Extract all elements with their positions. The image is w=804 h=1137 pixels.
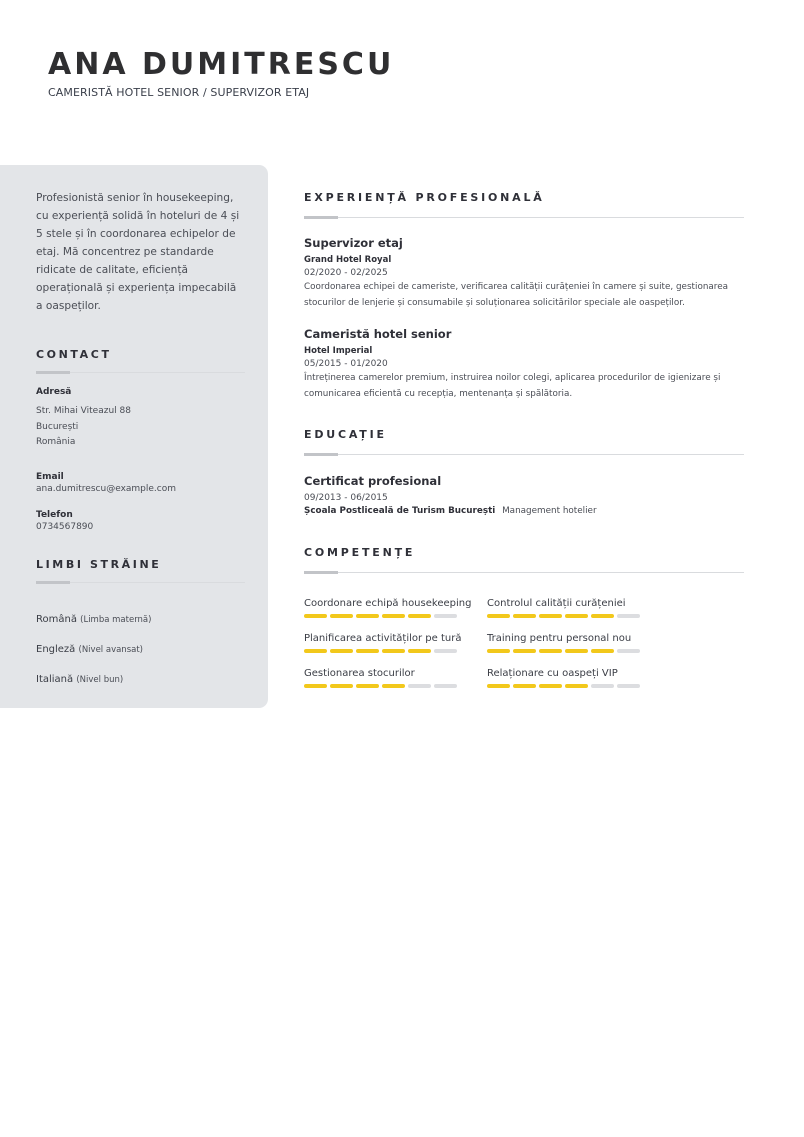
email-value[interactable]: ana.dumitrescu@example.com — [36, 483, 177, 494]
rating-segment-filled — [539, 684, 562, 688]
skill-name: Planificarea activităților pe tură — [304, 633, 462, 644]
rating-segment-filled — [330, 614, 353, 618]
rating-segment-filled — [591, 614, 614, 618]
job-description: Întreținerea camerelor premium, instruirea noilor colegi, aplicarea procedurilor de igienizare și comunicarea eficientă cu recepția, mentenanța și spălătoria. — [304, 373, 721, 399]
language-name: Română — [36, 613, 77, 625]
main-content — [304, 191, 744, 688]
job-entry — [304, 327, 744, 402]
rating-segment-filled — [304, 684, 327, 688]
rating-segment-empty — [617, 684, 640, 688]
rating-segment-empty — [617, 614, 640, 618]
section-divider — [304, 453, 744, 456]
section-divider — [304, 216, 744, 219]
rating-segment-filled — [356, 649, 379, 653]
skill-name: Coordonare echipă housekeeping — [304, 598, 472, 609]
language-item — [36, 644, 244, 674]
rating-segment-filled — [539, 649, 562, 653]
language-item — [36, 614, 244, 644]
rating-segment-filled — [539, 614, 562, 618]
resume-header — [48, 46, 394, 99]
profile-summary: Profesionistă senior în housekeeping, cu experiență solidă în hoteluri de 4 și 5 stele și în coordonarea echipelor de etaj. Mă concentrez pe standarde ridicate de calitate, eficiență operațională și experiența impecabilă a oaspeților. — [36, 192, 240, 312]
rating-segment-filled — [487, 684, 510, 688]
rating-segment-filled — [382, 614, 405, 618]
experience-section — [304, 191, 744, 402]
rating-segment-empty — [617, 649, 640, 653]
skills-section — [304, 546, 744, 688]
address-line: România — [36, 437, 76, 447]
skill-item — [304, 633, 487, 653]
job-description: Coordonarea echipei de cameriste, verificarea calității curățeniei în camere și suite, gestionarea stocurilor de lenjerie și consumabile și soluționarea solicitărilor speciale ale oaspeților. — [304, 282, 729, 308]
skill-item — [487, 633, 670, 653]
rating-segment-filled — [382, 684, 405, 688]
job-entry — [304, 236, 744, 311]
languages-heading: LIMBI STRĂINE — [36, 557, 162, 571]
rating-segment-filled — [304, 649, 327, 653]
languages-list — [36, 614, 244, 704]
candidate-title: CAMERISTĂ HOTEL SENIOR / SUPERVIZOR ETAJ — [48, 86, 310, 99]
section-divider — [36, 371, 245, 374]
rating-segment-empty — [434, 614, 457, 618]
job-role: Cameristă hotel senior — [304, 327, 452, 341]
rating-segment-filled — [408, 649, 431, 653]
rating-segment-filled — [487, 614, 510, 618]
skills-heading: COMPETENȚE — [304, 546, 416, 559]
phone-label: Telefon — [36, 510, 73, 520]
rating-segment-empty — [434, 684, 457, 688]
language-name: Engleză — [36, 643, 76, 655]
rating-segment-filled — [382, 649, 405, 653]
language-name: Italiană — [36, 673, 74, 685]
rating-segment-filled — [330, 649, 353, 653]
rating-segment-filled — [565, 614, 588, 618]
rating-segment-filled — [356, 684, 379, 688]
address-label: Adresă — [36, 387, 72, 397]
job-dates: 05/2015 - 01/2020 — [304, 359, 388, 369]
job-dates: 02/2020 - 02/2025 — [304, 268, 388, 278]
rating-segment-filled — [591, 649, 614, 653]
experience-heading: EXPERIENȚĂ PROFESIONALĂ — [304, 191, 545, 204]
rating-segment-filled — [513, 614, 536, 618]
skill-name: Gestionarea stocurilor — [304, 668, 415, 679]
rating-segment-filled — [565, 649, 588, 653]
address-line: București — [36, 421, 79, 432]
skill-rating-bar — [304, 614, 487, 618]
language-level: (Limba maternă) — [80, 614, 152, 625]
rating-segment-filled — [513, 649, 536, 653]
address-line: Str. Mihai Viteazul 88 — [36, 406, 131, 416]
education-entry — [304, 474, 744, 516]
skill-item — [487, 598, 670, 618]
skill-rating-bar — [304, 684, 487, 688]
language-level: (Nivel avansat) — [78, 644, 143, 655]
rating-segment-empty — [434, 649, 457, 653]
rating-segment-filled — [565, 684, 588, 688]
section-divider — [36, 581, 245, 584]
education-school: Școala Postliceală de Turism București — [304, 506, 496, 516]
education-section — [304, 428, 744, 516]
education-degree: Certificat profesional — [304, 474, 442, 488]
skill-rating-bar — [304, 649, 487, 653]
skill-rating-bar — [487, 649, 670, 653]
email-label: Email — [36, 471, 64, 482]
skills-grid — [304, 598, 744, 688]
job-company: Hotel Imperial — [304, 346, 373, 356]
job-role: Supervizor etaj — [304, 236, 403, 250]
skill-item — [304, 668, 487, 688]
contact-heading: CONTACT — [36, 348, 112, 361]
education-field: Management hotelier — [502, 506, 597, 516]
education-heading: EDUCAȚIE — [304, 428, 387, 441]
section-divider — [304, 571, 744, 574]
phone-value[interactable]: 0734567890 — [36, 522, 94, 532]
skill-item — [487, 668, 670, 688]
candidate-name: ANA DUMITRESCU — [48, 47, 395, 82]
rating-segment-filled — [487, 649, 510, 653]
rating-segment-empty — [408, 684, 431, 688]
language-level: (Nivel bun) — [76, 674, 124, 685]
language-item — [36, 674, 244, 704]
skill-name: Training pentru personal nou — [487, 633, 632, 644]
skill-rating-bar — [487, 614, 670, 618]
skill-name: Relaționare cu oaspeți VIP — [487, 668, 618, 679]
rating-segment-empty — [591, 684, 614, 688]
education-dates: 09/2013 - 06/2015 — [304, 493, 388, 503]
job-company: Grand Hotel Royal — [304, 255, 392, 265]
rating-segment-filled — [513, 684, 536, 688]
skill-name: Controlul calității curățeniei — [487, 598, 626, 609]
skill-rating-bar — [487, 684, 670, 688]
rating-segment-filled — [408, 614, 431, 618]
rating-segment-filled — [356, 614, 379, 618]
sidebar — [0, 165, 268, 708]
skill-item — [304, 598, 487, 618]
rating-segment-filled — [330, 684, 353, 688]
rating-segment-filled — [304, 614, 327, 618]
